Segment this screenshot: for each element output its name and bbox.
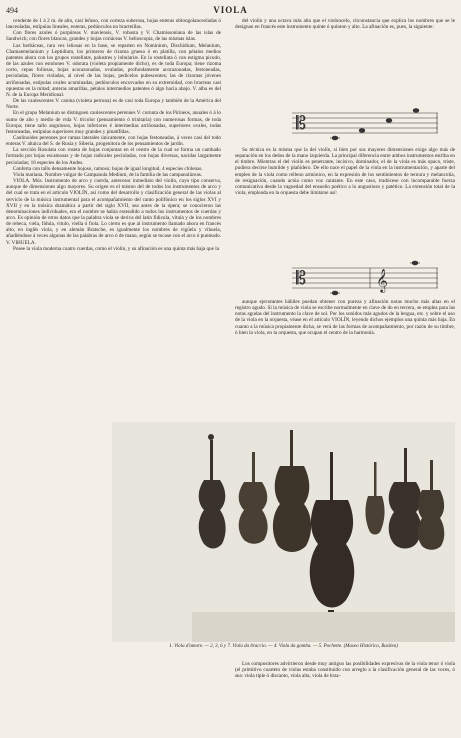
right-paragraph-2: Su técnica es la misma que la del violín, si bien por sus mayores dimensiones exige algo más de separación en los dedos de la mano izquierda. La principal diferencia entre ambos instrumentos estriba en el timbre. Mientras el del violín es penetrante, incisivo, dominador, el de la viola es más opaco, triste, pudiera decirse humilde y plañidero. De ello nace el papel de la viola en la instrumentación, y aparte del empleo de la viola como relleno armónico, en la expresión de los sentimientos de ternura y melancolía, de resignación, cuando actúa como voz cantante. En este caso, tradúcese con incomparable fuerza comunicativa desde la vaguedad del ensueño poético a lo angustioso y patético. La extensión total de la viola, empleada en la orquesta debe limitarse así: <box>235 147 455 197</box>
left-paragraph-3: Las herbáceas, rara vez leñosas en la base, se reparten en Nominium, Dischidium, Melanium, Chamaemelanium y Leptidium, los primeros de rizoma grueso ó en platilla, con pétalos medios patentes ahora con los grupos rostellatæ, palustres y lobulariæ. En la rostellata ó con estigma picudo, de las azules con estolones V. odorata (violeta propiamente dicho), es de toda Europa; tiene rizoma corto, cepas foliosas, hojas acorazonadas, ovaladas, profundamente acorazonadas, festoneadas, pecioladas, flores violadas, al nivel de las hojas, pedicelos pubescentes; las de rizomas jóvenes arriñonadas, estípulas ovales acuminadas, pedúnculos encorvados en su extremidad, con bracteas casi opuestas en la mitad; anteras amarillas, pétalos intermedios patentes ó algo hacia abajo. V. alba es del N. de la Europa Meridional. <box>6 42 221 98</box>
alto-clef-icon: 𝄡 <box>296 268 307 289</box>
violas-photograph <box>112 422 455 642</box>
right-column-bottom <box>235 661 455 731</box>
left-paragraph-10: VIOLA. Mús. Instrumento de arco y cuerda, antecesor inmediato del violín, cuyo tipo conserva, aunque de dimensiones algo mayores. Su origen es el mismo del de todos los instrumentos de arco y del cual se trata en el artículo VIOLÍN, así como del desarrollo y clasificación general de las violas al servicio de la música instrumental para el acompañamiento del canto polifónico en los siglos XVI y XVII y en la música dramática a partir del siglo XVII, sea antes de la ópera; se conocieron las denominaciones individuales, era el nombre se había extendido a todos los instrumentos de cuerdas y arco. Es opinión de otros datos que la palabra viola se deriva del latín fidicula, vitula y de los nombres de rebeca, viela, fidula, vitulo, viella ó fiola. Lo cierto es que al instrumento llamado ahora en francés alto, en inglés viola, y en alemán Bratsche, es igualmente los nombres de vigüela y vihuela, añadiéndose á veces algunas de las palabras de arco ó de mano, según se tocase con el arco ó punteado. V. VIHUELA. <box>6 178 221 246</box>
staff-lines <box>292 268 438 288</box>
left-paragraph-5: En el grupo Melanium se distinguen caulescentes perennes V. cornuta de los Pirineos, anuales ó á lo sumo de año y medio de vida V. tricolor (pensamiento ó trinitaria) con numerosas formas, de toda Europa; tiene tallo angulosos, hojas inferiores é intermedias arriñonadas, superiores ovales, todas festoneadas, estípulas superiores muy grandes y pinatífidas. <box>6 110 221 135</box>
note <box>359 128 365 133</box>
range-staff <box>290 258 440 296</box>
note <box>386 118 392 123</box>
right-paragraph-1: del violín y una octava más alta que el violoncelo, circunstancia que explica los nombres que se le designan en francés este instrumento quinte ó quinton y alto. La afinación es, pues, la siguiente: <box>235 18 455 31</box>
right-column-middle-2 <box>235 299 455 423</box>
left-paragraph-4: De las caulescentes V. canina (violeta perruna) es de casi toda Europa y también de la América del Norte. <box>6 98 221 111</box>
page-header: VIOLA <box>213 5 248 15</box>
left-paragraph-6: Caulinoides perennes por ramas laterales únicamente, con hojas festoneadas, á veces casi del todo enteras V. altaica del S. de Rusia y Siberia, progenitora de los pensamientos de jardín. <box>6 134 221 148</box>
note <box>413 108 419 113</box>
left-paragraph-8: Conferta con tallo densamente hojoso, ramoso; hojas de igual longitud, 4 especies chilenas. <box>13 165 203 172</box>
violas-illustration <box>112 422 455 642</box>
left-paragraph-2: Con flores azules ó purpúreas V. maviensis, V. robusta y V. Chamissoniana de las islas de Sandwich; con flores blancas, grandes y hojas coriáceas V. helioscopia, de las mismas islas. <box>6 30 221 43</box>
right-paragraph-3: aunque ejecutantes hábiles puedan obtener con pureza y afinación notas mucho más altas en el registro agudo. Si la música de viola se escribe normalmente en clave de do en tercera, se emplea para las notas agudas del instrumento la clave de sol. Por los sonidos más agudos de la lengua, etc. y sobre el uso de la viola en la orquesta, véase en el artículo VIOLÍN, leyendo dichos ejemplos una quinta más baja. En cuanto a la música propiamente dicha, se verá de las formas de acompañamiento, por razón de su timbre, ó bien la viola, en la orquesta, que ocupan el centro de la harmonía. <box>235 299 455 336</box>
right-paragraph-4: Los compositores advirtieron desde muy antiguo las posibilidades expresivas de la viola tenor ó viola (el primitivo cuarteto de violas estaba constituido con arreglo a la clasificación general de las voces, ó sea: viola tiple ó discanto, viola alta, viola de braz- <box>235 661 455 680</box>
right-column-middle <box>235 147 455 255</box>
right-column-top <box>235 18 455 102</box>
treble-clef-icon: 𝄞 <box>376 268 388 292</box>
left-paragraph-9: Viola mariana. Nombre vulgar de Campanula Medium, de la familia de las campanuláceas. <box>13 171 203 178</box>
page-number: 494 <box>6 6 18 15</box>
tuning-staff <box>290 103 440 143</box>
figure-caption: 1. Viola d'amore. — 2, 3, 6 y 7. Viola da braccio. — 4. Viola da gamba. — 5. Pochette. (Museo Histórico, Basilea) <box>169 644 398 649</box>
left-paragraph-7: La sección Rosulata con roseta de hojas conjuntas en el centro de la cual se forma un cambado formado por hojas escamosas y de hojas radicales pecioladas, con hojas diversas, nacidas largamente pecioladas; 16 especies de los Andes. <box>6 147 221 166</box>
alto-clef-icon: 𝄡 <box>296 113 307 134</box>
left-paragraph-1: cendente de 1 á 2 m. de alto, casi leñoso, con corteza suberosa, hojas enteras oblongolanceoladas ó lanceoladas, estípulas lineales, enteras, pedúnculos no bracteillas. <box>6 18 221 31</box>
left-paragraph-11: Posee la viola moderna cuatro cuerdas, como el violín, y su afinación es una quinta más baja que la <box>13 245 219 252</box>
